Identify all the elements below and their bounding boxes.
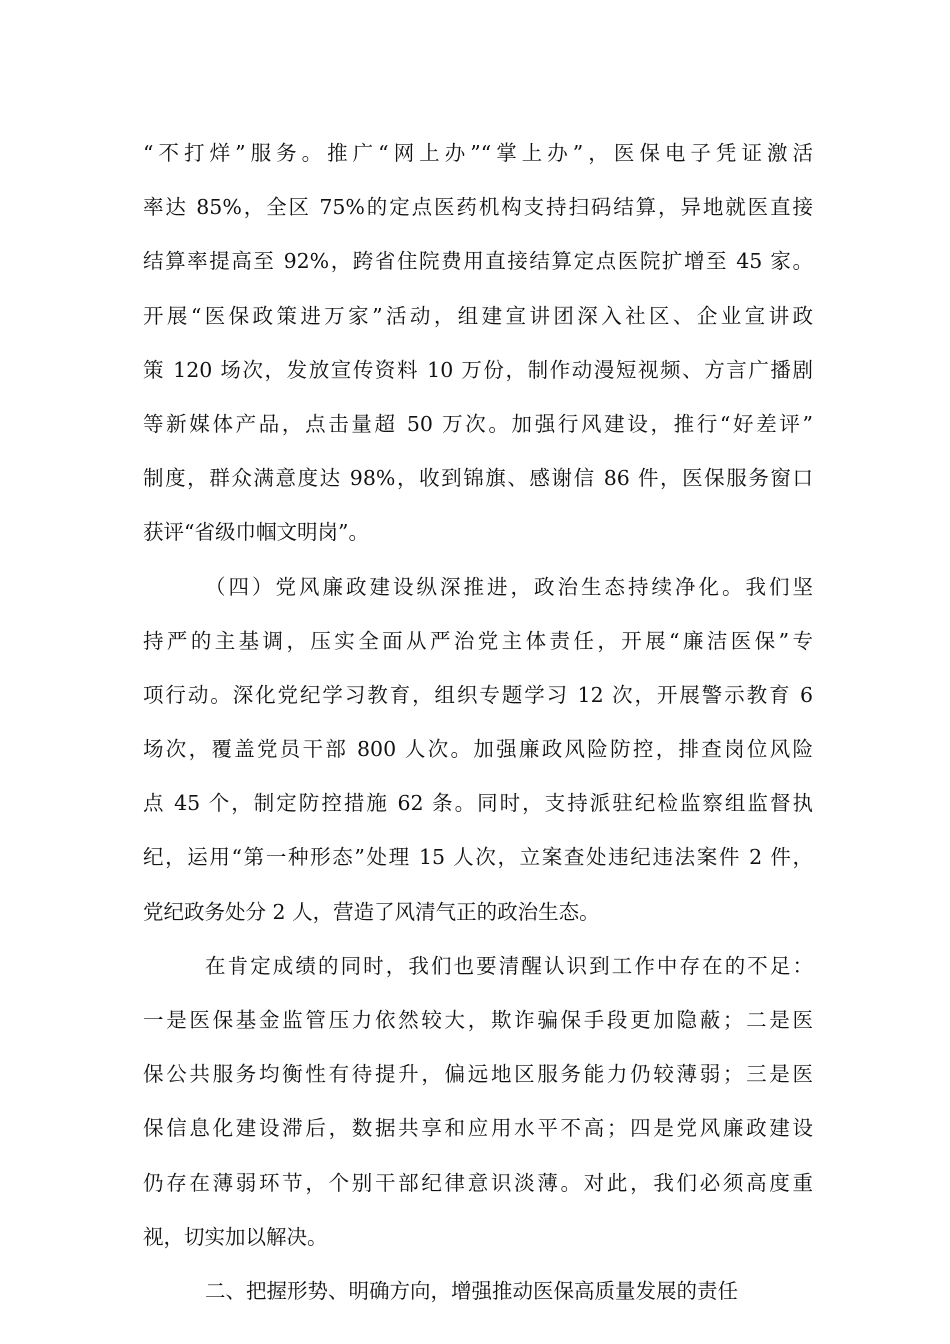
text-line: 在肯定成绩的同时，我们也要清醒认识到工作中存在的不足：	[205, 953, 813, 978]
text-line: 保公共服务均衡性有待提升，偏远地区服务能力仍较薄弱；三是医	[143, 1062, 813, 1087]
text-line: 纪，运用“第一种形态”处理 15 人次，立案查处违纪违法案件 2 件，	[143, 845, 813, 870]
text-line: 党纪政务处分 2 人，营造了风清气正的政治生态。	[143, 899, 600, 924]
text-line: 二、把握形势、明确方向，增强推动医保高质量发展的责任	[205, 1278, 738, 1303]
text-line: 持严的主基调，压实全面从严治党主体责任，开展“廉洁医保”专	[143, 628, 813, 653]
text-line: 保信息化建设滞后，数据共享和应用水平不高；四是党风廉政建设	[143, 1116, 813, 1141]
text-line: 等新媒体产品，点击量超 50 万次。加强行风建设，推行“好差评”	[143, 411, 813, 436]
paragraph-service	[143, 126, 813, 560]
text-line: 视，切实加以解决。	[143, 1224, 328, 1249]
text-line: （四）党风廉政建设纵深推进，政治生态持续净化。我们坚	[205, 574, 813, 599]
text-line: 一是医保基金监管压力依然较大，欺诈骗保手段更加隐蔽；二是医	[143, 1008, 813, 1032]
text-line: 率达 85%，全区 75%的定点医药机构支持扫码结算，异地就医直接	[143, 195, 813, 220]
text-line: 场次，覆盖党员干部 800 人次。加强廉政风险防控，排查岗位风险	[143, 737, 813, 762]
section-heading	[143, 1264, 813, 1318]
paragraph-shortcomings	[143, 939, 813, 1264]
text-line: “不打烊”服务。推广“网上办”“掌上办”，医保电子凭证激活	[143, 141, 813, 165]
text-line: 结算率提高至 92%，跨省住院费用直接结算定点医院扩增至 45 家。	[143, 249, 813, 274]
document-body	[143, 126, 813, 1318]
text-line: 开展“医保政策进万家”活动，组建宣讲团深入社区、企业宣讲政	[143, 303, 813, 328]
text-line: 点 45 个，制定防控措施 62 条。同时，支持派驻纪检监察组监督执	[143, 791, 813, 816]
text-line: 获评“省级巾帼文明岗”。	[143, 520, 369, 545]
paragraph-integrity	[143, 560, 813, 939]
text-line: 策 120 场次，发放宣传资料 10 万份，制作动漫短视频、方言广播剧	[143, 357, 813, 382]
text-line: 仍存在薄弱环节，个别干部纪律意识淡薄。对此，我们必须高度重	[143, 1170, 813, 1195]
text-line: 制度，群众满意度达 98%，收到锦旗、感谢信 86 件，医保服务窗口	[143, 466, 813, 491]
text-line: 项行动。深化党纪学习教育，组织专题学习 12 次，开展警示教育 6	[143, 682, 813, 707]
